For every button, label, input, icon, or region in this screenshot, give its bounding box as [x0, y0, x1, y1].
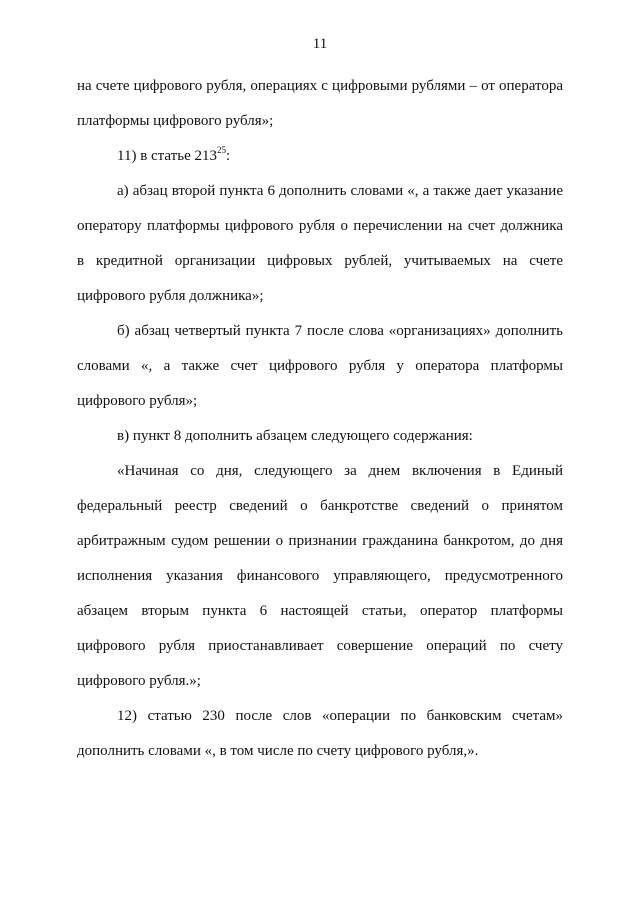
- text-line: [117, 147, 230, 165]
- text-line: б) абзац четвертый пункта 7 после слова «организациях» дополнить: [117, 323, 563, 339]
- item-11-label: 11) в статье 213: [117, 148, 217, 164]
- text-line: федеральный реестр сведений о банкротстве сведений о принятом: [77, 498, 563, 514]
- text-line: а) абзац второй пункта 6 дополнить словами «, а также дает указание: [117, 183, 563, 199]
- colon: :: [226, 148, 231, 164]
- text-line: на счете цифрового рубля, операциях с цифровыми рублями – от оператора: [77, 78, 563, 94]
- superscript: 25: [217, 145, 226, 155]
- page-number: 11: [312, 36, 328, 52]
- text-line: в кредитной организации цифровых рублей, учитываемых на счете: [77, 253, 563, 269]
- text-line: оператору платформы цифрового рубля о перечислении на счет должника: [77, 218, 563, 234]
- text-line: цифрового рубля.»;: [77, 673, 201, 689]
- text-line: цифрового рубля»;: [77, 393, 198, 409]
- text-line: 12) статью 230 после слов «операции по банковским счетам»: [117, 708, 563, 724]
- text-line: арбитражным судом решении о признании гражданина банкротом, до дня: [77, 533, 563, 549]
- text-line: исполнения указания финансового управляющего, предусмотренного: [77, 568, 563, 584]
- text-line: «Начиная со дня, следующего за днем включения в Единый: [117, 463, 563, 479]
- text-line: словами «, а также счет цифрового рубля у оператора платформы: [77, 358, 563, 374]
- text-line: платформы цифрового рубля»;: [77, 113, 274, 129]
- text-line: цифрового рубля должника»;: [77, 288, 264, 304]
- text-line: абзацем вторым пункта 6 настоящей статьи, оператор платформы: [77, 603, 563, 619]
- text-line: дополнить словами «, в том числе по счету цифрового рубля,».: [77, 743, 479, 759]
- text-line: цифрового рубля приостанавливает совершение операций по счету: [77, 638, 563, 654]
- text-line: в) пункт 8 дополнить абзацем следующего содержания:: [117, 428, 473, 444]
